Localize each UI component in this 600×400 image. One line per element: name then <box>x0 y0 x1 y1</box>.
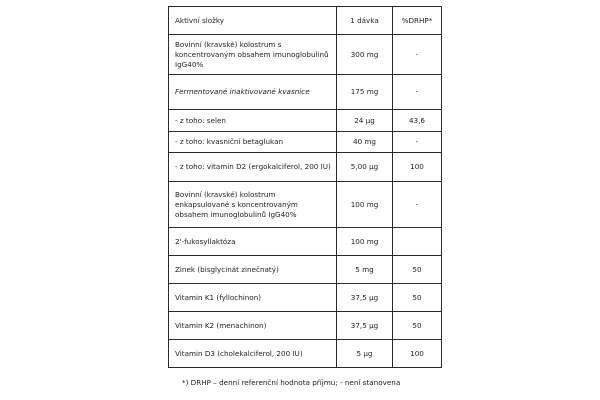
ingredient-drhp: - <box>393 132 442 153</box>
ingredient-name: - z toho: kvasniční betaglukan <box>169 132 337 153</box>
ingredient-name: Bovinní (kravské) kolostrum enkapsulované s koncentrovaným obsahem imunoglobulinů IgG40% <box>169 182 337 228</box>
ingredient-drhp: 100 <box>393 153 442 182</box>
ingredient-name: Vitamin D3 (cholekalciferol, 200 IU) <box>169 340 337 368</box>
table-row <box>169 228 442 256</box>
table-row <box>169 132 442 153</box>
ingredient-dose: 100 mg <box>337 182 393 228</box>
table-row <box>169 256 442 284</box>
ingredient-dose: 175 mg <box>337 75 393 110</box>
ingredient-name: - z toho: selen <box>169 110 337 132</box>
ingredient-dose: 40 mg <box>337 132 393 153</box>
ingredient-dose: 5 mg <box>337 256 393 284</box>
header-active-ingredients: Aktivní složky <box>169 7 337 35</box>
table-row <box>169 75 442 110</box>
ingredient-name: Vitamin K1 (fyllochinon) <box>169 284 337 312</box>
table-row <box>169 110 442 132</box>
table-row <box>169 153 442 182</box>
table-row <box>169 284 442 312</box>
ingredient-drhp: 43,6 <box>393 110 442 132</box>
ingredient-name: Vitamin K2 (menachinon) <box>169 312 337 340</box>
table-header-row <box>169 7 442 35</box>
ingredient-dose: 24 µg <box>337 110 393 132</box>
footnote: *) DRHP – denní referenční hodnota příjmu; - není stanovena <box>182 378 401 387</box>
ingredient-drhp: 50 <box>393 312 442 340</box>
ingredient-dose: 5,00 µg <box>337 153 393 182</box>
composition-table <box>168 6 442 368</box>
ingredient-drhp: 100 <box>393 340 442 368</box>
table-row <box>169 35 442 75</box>
ingredient-dose: 37,5 µg <box>337 284 393 312</box>
ingredient-name: Bovinní (kravské) kolostrum s koncentrovaným obsahem imunoglobulinů IgG40% <box>169 35 337 75</box>
ingredient-drhp: 50 <box>393 284 442 312</box>
ingredient-dose: 300 mg <box>337 35 393 75</box>
ingredient-name: - z toho: vitamin D2 (ergokalciferol, 200 IU) <box>169 153 337 182</box>
ingredient-dose: 37,5 µg <box>337 312 393 340</box>
ingredient-drhp: - <box>393 75 442 110</box>
table-row <box>169 312 442 340</box>
ingredient-drhp: - <box>393 182 442 228</box>
ingredient-drhp: 50 <box>393 256 442 284</box>
ingredient-name: Fermentované inaktivované kvasnice <box>169 75 337 110</box>
ingredient-drhp: - <box>393 35 442 75</box>
table-row <box>169 182 442 228</box>
table-row <box>169 340 442 368</box>
ingredient-drhp <box>393 228 442 256</box>
header-drhp: %DRHP* <box>393 7 442 35</box>
ingredient-dose: 5 µg <box>337 340 393 368</box>
header-dose: 1 dávka <box>337 7 393 35</box>
ingredient-name: Zinek (bisglycinát zinečnatý) <box>169 256 337 284</box>
ingredient-dose: 100 mg <box>337 228 393 256</box>
ingredient-name: 2'-fukosyllaktóza <box>169 228 337 256</box>
